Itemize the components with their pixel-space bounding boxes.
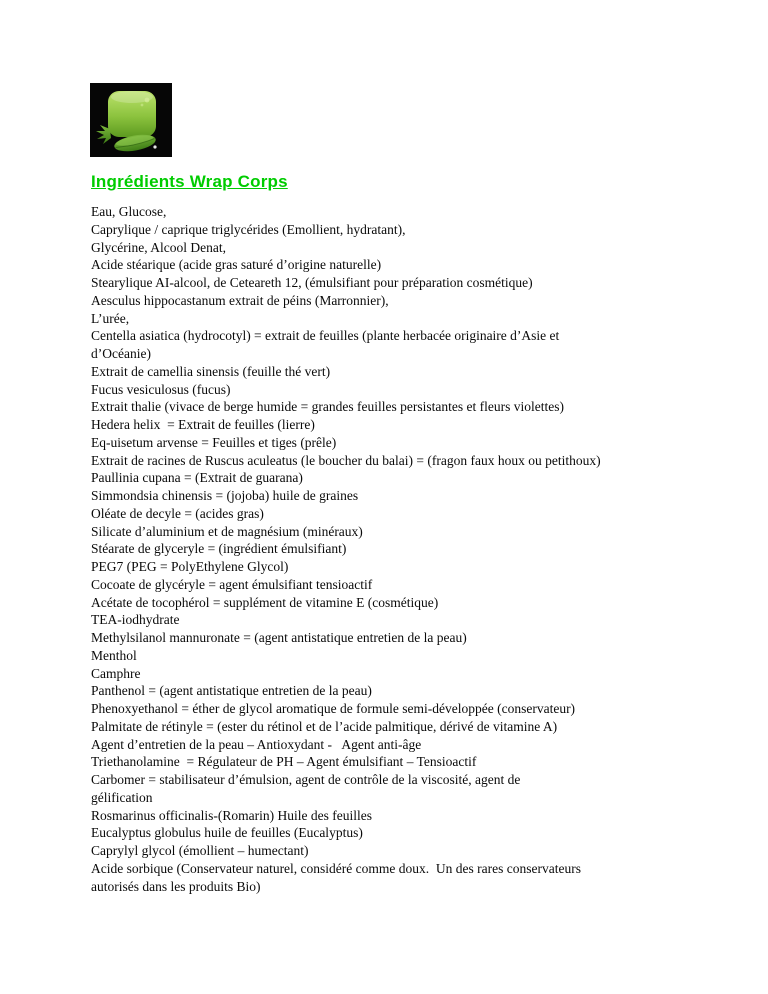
ingredient-line: Silicate d’aluminium et de magnésium (minéraux)	[91, 523, 363, 539]
ingredient-line: Oléate de decyle = (acides gras)	[91, 505, 264, 521]
ingredient-line: TEA-iodhydrate	[91, 612, 180, 628]
green-leaf-logo-image	[90, 83, 172, 157]
ingredient-list	[91, 203, 731, 895]
ingredient-line: Glycérine, Alcool Denat,	[91, 239, 226, 255]
green-leaf-logo	[90, 83, 172, 157]
ingredient-line: Phenoxyethanol = éther de glycol aromatique de formule semi-développée (conservateur)	[91, 701, 576, 716]
ingredient-line: Eucalyptus globulus huile de feuilles (Eucalyptus)	[91, 825, 363, 841]
ingredient-line: Extrait thalie (vivace de berge humide = grandes feuilles persistantes et fleurs violettes)	[91, 399, 564, 415]
ingredient-line: Acétate de tocophérol = supplément de vitamine E (cosmétique)	[91, 594, 439, 610]
ingredient-line: Extrait de racines de Ruscus aculeatus (le boucher du balai) = (fragon faux houx ou petithoux)	[91, 452, 601, 468]
ingredient-line: Aesculus hippocastanum extrait de péins (Marronnier),	[91, 292, 389, 308]
ingredient-line: gélification	[91, 789, 153, 805]
ingredient-line: Triethanolamine = Régulateur de PH – Agent émulsifiant – Tensioactif	[91, 754, 477, 770]
ingredient-line: Eq-uisetum arvense = Feuilles et tiges (prêle)	[91, 434, 337, 450]
ingredient-line: Camphre	[91, 665, 141, 681]
ingredient-line: d’Océanie)	[91, 346, 151, 361]
page-title: Ingrédients Wrap Corps	[91, 172, 288, 191]
ingredient-line: Paullinia cupana = (Extrait de guarana)	[91, 470, 303, 486]
ingredient-line: Acide sorbique (Conservateur naturel, considéré comme doux. Un des rares conservateurs	[91, 860, 581, 876]
ingredient-line: Methylsilanol mannuronate = (agent antistatique entretien de la peau)	[91, 630, 467, 645]
ingredient-line: Stearylique AI-alcool, de Ceteareth 12, (émulsifiant pour préparation cosmétique)	[91, 275, 533, 290]
ingredient-line: Caprylique / caprique triglycérides (Emollient, hydratant),	[91, 221, 406, 237]
ingredient-line: Eau, Glucose,	[91, 204, 167, 219]
ingredient-line: Acide stéarique (acide gras saturé d’origine naturelle)	[91, 257, 382, 273]
ingredient-line: L’urée,	[91, 310, 130, 326]
ingredient-line: Simmondsia chinensis = (jojoba) huile de graines	[91, 488, 359, 503]
ingredient-line: Stéarate de glyceryle = (ingrédient émulsifiant)	[91, 541, 347, 557]
ingredient-line: PEG7 (PEG = PolyEthylene Glycol)	[91, 559, 289, 574]
ingredient-line: Caprylyl glycol (émollient – humectant)	[91, 843, 309, 858]
ingredient-line: Rosmarinus officinalis-(Romarin) Huile des feuilles	[91, 807, 372, 823]
ingredient-line: Palmitate de rétinyle = (ester du rétinol et de l’acide palmitique, dérivé de vitamine A)	[91, 718, 558, 734]
ingredient-line: Fucus vesiculosus (fucus)	[91, 381, 231, 397]
ingredient-line: Menthol	[91, 647, 137, 663]
ingredient-line: Carbomer = stabilisateur d’émulsion, agent de contrôle de la viscosité, agent de	[91, 772, 521, 787]
ingredient-line: Centella asiatica (hydrocotyl) = extrait de feuilles (plante herbacée originaire d’Asie et	[91, 328, 560, 344]
ingredient-line: Extrait de camellia sinensis (feuille thé vert)	[91, 363, 331, 379]
ingredient-line: autorisés dans les produits Bio)	[91, 878, 261, 894]
ingredient-line: Panthenol = (agent antistatique entretien de la peau)	[91, 683, 372, 699]
ingredient-line: Cocoate de glycéryle = agent émulsifiant tensioactif	[91, 576, 373, 592]
ingredient-line: Agent d’entretien de la peau – Antioxydant - Agent anti-âge	[91, 736, 422, 752]
ingredient-line: Hedera helix = Extrait de feuilles (lierre)	[91, 417, 315, 432]
